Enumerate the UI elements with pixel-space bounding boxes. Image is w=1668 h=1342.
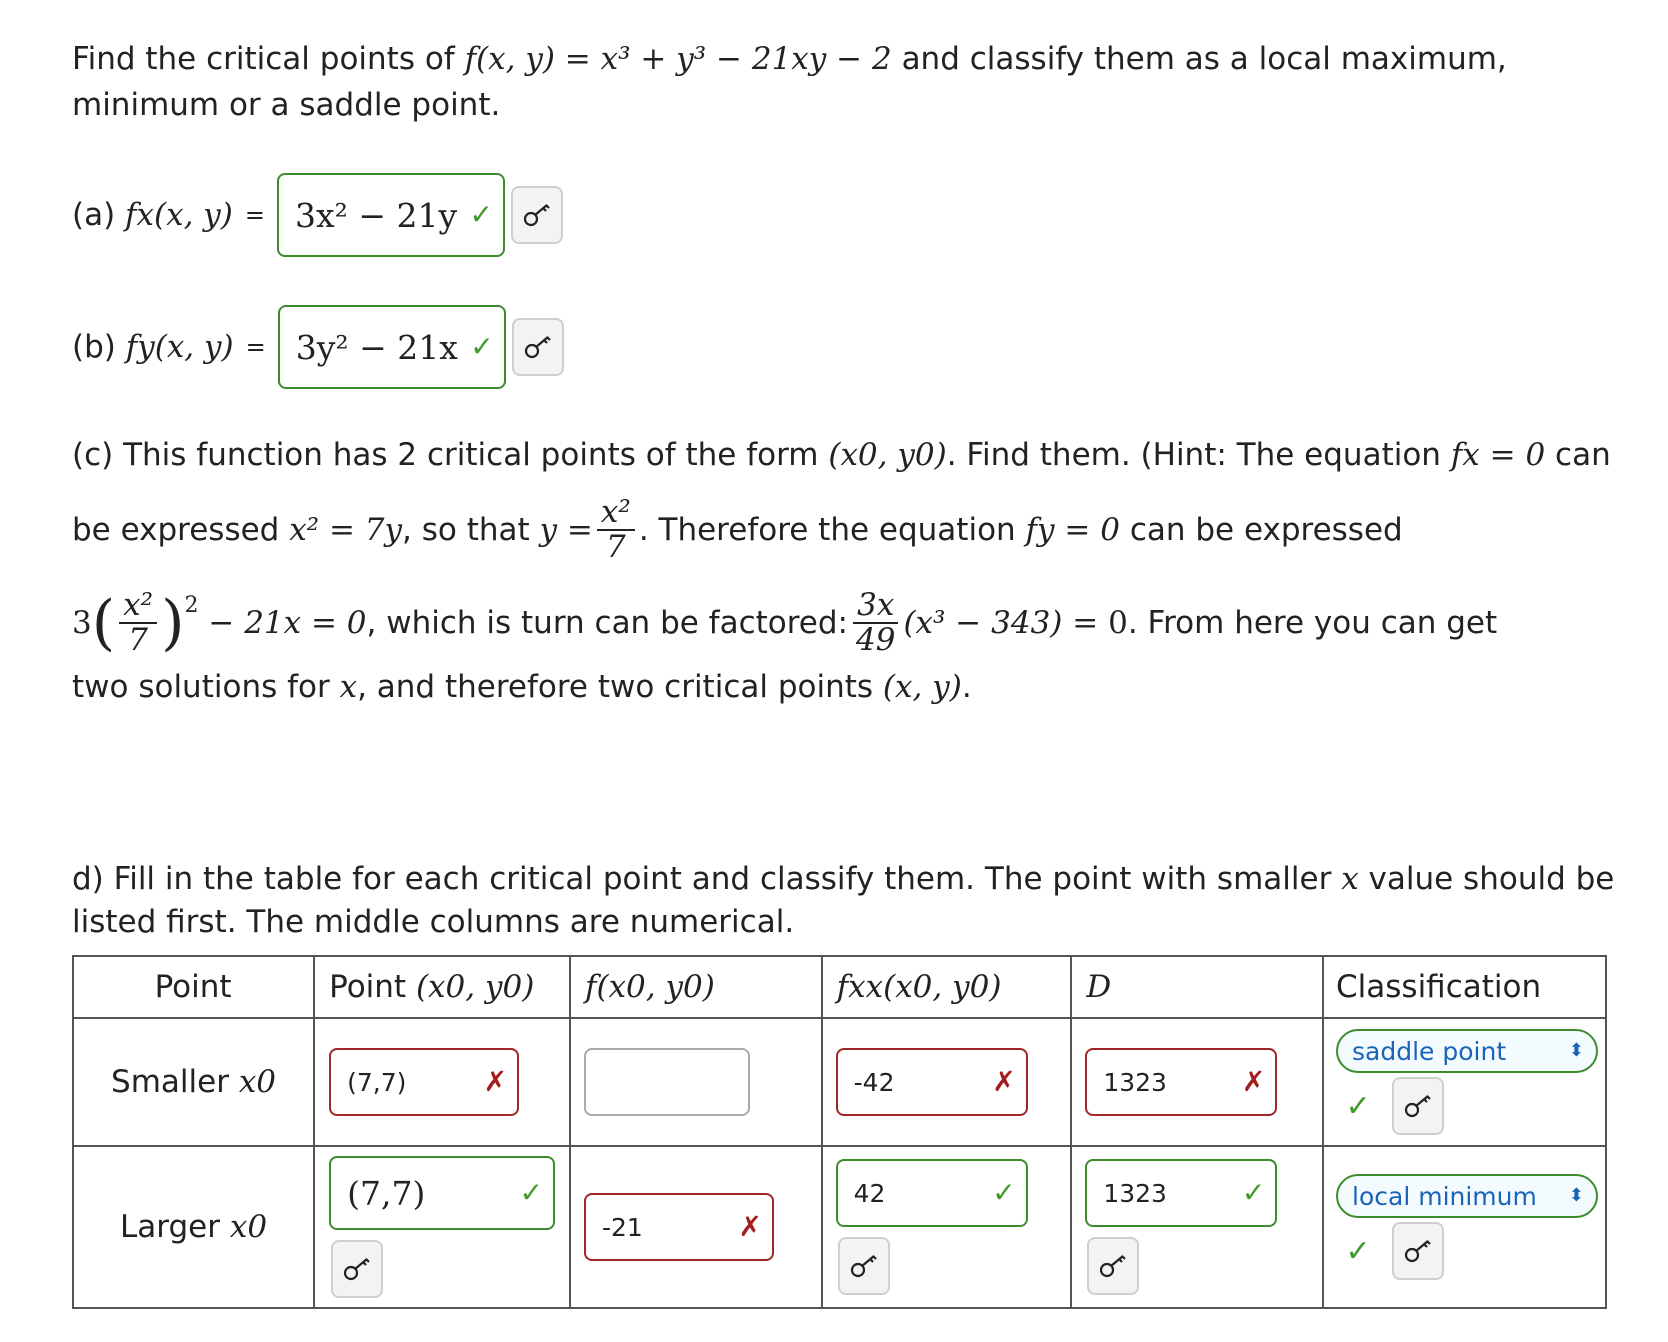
critical-points-table bbox=[72, 955, 1607, 1309]
part-d-intro bbox=[72, 858, 1614, 944]
part-c-text: , which is turn can be factored: bbox=[366, 604, 848, 641]
part-a-lhs: fx(x, y) bbox=[125, 197, 233, 233]
part-a-row bbox=[72, 173, 563, 257]
part-b-label: (b) bbox=[72, 329, 116, 365]
fxx-value: 42 bbox=[853, 1178, 886, 1208]
check-icon: ✓ bbox=[1345, 1233, 1371, 1269]
fraction-denominator: 7 bbox=[128, 621, 148, 658]
part-c-text: , so that bbox=[402, 511, 530, 548]
header-d: D bbox=[1071, 956, 1323, 1018]
key-icon[interactable] bbox=[511, 186, 563, 244]
key-icon[interactable] bbox=[1087, 1237, 1139, 1295]
equals-sign: = bbox=[244, 201, 266, 229]
part-c-math: y = bbox=[539, 511, 593, 548]
part-b-lhs: fy(x, y) bbox=[125, 329, 234, 365]
key-icon[interactable] bbox=[512, 318, 564, 376]
row-label-text: Larger bbox=[120, 1209, 220, 1245]
header-point-coords bbox=[314, 956, 570, 1018]
f-cell bbox=[570, 1146, 822, 1308]
classification-value: local minimum bbox=[1352, 1181, 1537, 1211]
point-input[interactable] bbox=[329, 1048, 519, 1116]
part-c-text: two solutions for bbox=[72, 669, 330, 706]
part-c-text: . bbox=[961, 669, 972, 706]
x-mark-icon: ✗ bbox=[483, 1065, 508, 1098]
part-c-math: 2 bbox=[184, 593, 199, 619]
part-d-text: d) Fill in the table for each critical point and classify them. The point with smaller bbox=[72, 861, 1332, 897]
table-row bbox=[73, 1146, 1606, 1308]
key-icon[interactable] bbox=[838, 1237, 890, 1295]
table-row bbox=[73, 1018, 1606, 1146]
header-point: Point bbox=[73, 956, 314, 1018]
part-c-math: x² = 7y bbox=[289, 511, 403, 548]
fraction-denominator: 49 bbox=[856, 621, 896, 658]
part-c-text: . Find them. (Hint: The equation bbox=[946, 437, 1441, 473]
row-label bbox=[73, 1146, 314, 1308]
d-input[interactable] bbox=[1085, 1159, 1277, 1227]
table-header-row bbox=[73, 956, 1606, 1018]
d-cell bbox=[1071, 1146, 1323, 1308]
fxx-cell bbox=[822, 1146, 1072, 1308]
classification-value: saddle point bbox=[1352, 1036, 1507, 1066]
f-cell bbox=[570, 1018, 822, 1146]
part-b-answer-box[interactable] bbox=[278, 305, 506, 389]
part-c-math: fy = 0 bbox=[1025, 511, 1120, 548]
fxx-input[interactable] bbox=[836, 1159, 1028, 1227]
point-value: (7,7) bbox=[347, 1067, 407, 1097]
part-c-math: = 0 bbox=[1072, 604, 1128, 641]
part-b-row bbox=[72, 305, 564, 389]
fxx-input[interactable] bbox=[836, 1048, 1028, 1116]
header-text: Point bbox=[329, 969, 407, 1005]
d-value: 1323 bbox=[1103, 1178, 1167, 1208]
f-input[interactable] bbox=[584, 1048, 750, 1116]
part-d-text: listed first. The middle columns are numerical. bbox=[72, 904, 795, 940]
key-icon[interactable] bbox=[331, 1240, 383, 1298]
fraction bbox=[119, 589, 157, 656]
key-icon[interactable] bbox=[1392, 1222, 1444, 1280]
intro-prefix: Find the critical points of bbox=[72, 41, 455, 77]
intro-function: f(x, y) = x³ + y³ − 21xy − 2 bbox=[464, 41, 892, 77]
part-c-text: . Therefore the equation bbox=[638, 511, 1016, 548]
x-mark-icon: ✗ bbox=[1241, 1065, 1266, 1098]
part-c-math: fx = 0 bbox=[1450, 437, 1546, 473]
f-value: -21 bbox=[602, 1212, 643, 1242]
d-input[interactable] bbox=[1085, 1048, 1277, 1116]
updown-arrows-icon: ⬍ bbox=[1568, 1185, 1585, 1206]
part-d-math: x bbox=[1341, 861, 1359, 897]
equals-sign: = bbox=[245, 333, 266, 361]
header-classification: Classification bbox=[1323, 956, 1606, 1018]
part-c: (c) This function has 2 critical points of the form (x0, y0). Find them. (Hint: The equation fx = 0 can be expressed x² = 7y , so that y = $\frac{\text{x²}}{7}$ . Therefore the equation fy = 0 can be expressed 3 ( $\frac{\text{x²}}{7}$ ) $^2$ − 21x = 0 , which is turn can be factored: $\frac{3x}{49}$ (x³ − 343) = 0 . From here you can get two solutions for x, and therefore two critical points (x, y). bbox=[72, 437, 1611, 706]
part-a-answer: 3x² − 21y bbox=[295, 195, 458, 235]
intro-line2: minimum or a saddle point. bbox=[72, 87, 501, 123]
f-input[interactable] bbox=[584, 1193, 774, 1261]
point-value: (7,7) bbox=[347, 1173, 426, 1213]
check-icon: ✓ bbox=[469, 198, 494, 231]
part-d-text: value should be bbox=[1368, 861, 1615, 897]
question-intro bbox=[72, 36, 1507, 128]
part-a-answer-box[interactable] bbox=[277, 173, 505, 257]
part-b-answer: 3y² − 21x bbox=[295, 327, 458, 367]
header-math: (x0, y0) bbox=[415, 969, 535, 1005]
point-cell bbox=[314, 1018, 570, 1146]
fraction-numerator: 3x bbox=[853, 589, 898, 624]
d-value: 1323 bbox=[1103, 1067, 1167, 1097]
part-c-text: (c) This function has 2 critical points of the form bbox=[72, 437, 819, 473]
check-icon: ✓ bbox=[470, 330, 494, 363]
check-icon: ✓ bbox=[1345, 1088, 1371, 1124]
row-label-text: Smaller bbox=[111, 1064, 229, 1100]
part-c-text: , and therefore two critical points bbox=[357, 669, 874, 706]
point-input[interactable] bbox=[329, 1156, 555, 1230]
row-label-math: x0 bbox=[229, 1209, 268, 1245]
x-mark-icon: ✗ bbox=[992, 1065, 1016, 1098]
row-label bbox=[73, 1018, 314, 1146]
classification-cell bbox=[1323, 1018, 1606, 1146]
row-label-math: x0 bbox=[238, 1064, 277, 1100]
header-fxx: fxx(x0, y0) bbox=[822, 956, 1072, 1018]
fraction-numerator: x² bbox=[119, 589, 157, 624]
classification-select[interactable] bbox=[1336, 1174, 1598, 1218]
fraction bbox=[852, 589, 899, 656]
check-icon: ✓ bbox=[992, 1176, 1016, 1209]
part-c-math: − 21x = 0 bbox=[208, 604, 367, 641]
fraction bbox=[597, 496, 635, 563]
check-icon: ✓ bbox=[519, 1176, 544, 1209]
key-icon[interactable] bbox=[1392, 1077, 1444, 1135]
fxx-value: -42 bbox=[853, 1067, 895, 1097]
d-cell bbox=[1071, 1018, 1323, 1146]
part-c-math: (x³ − 343) bbox=[903, 604, 1063, 641]
part-c-text: be expressed bbox=[72, 511, 280, 548]
part-c-text: . From here you can get bbox=[1127, 604, 1498, 641]
part-a-label: (a) bbox=[72, 197, 116, 233]
part-c-text: can be expressed bbox=[1129, 511, 1403, 548]
header-f: f(x0, y0) bbox=[570, 956, 822, 1018]
classification-select[interactable] bbox=[1336, 1029, 1598, 1073]
check-icon: ✓ bbox=[1241, 1176, 1266, 1209]
updown-arrows-icon: ⬍ bbox=[1568, 1040, 1585, 1061]
fraction-numerator: x² bbox=[597, 496, 635, 531]
part-c-math: (x0, y0) bbox=[828, 437, 947, 473]
fxx-cell bbox=[822, 1018, 1072, 1146]
part-c-text: can bbox=[1555, 437, 1611, 473]
classification-cell bbox=[1323, 1146, 1606, 1308]
point-cell bbox=[314, 1146, 570, 1308]
part-c-math: x bbox=[339, 669, 358, 706]
part-c-math: 3 bbox=[72, 604, 92, 641]
intro-suffix: and classify them as a local maximum, bbox=[901, 41, 1507, 77]
x-mark-icon: ✗ bbox=[738, 1210, 762, 1243]
fraction-denominator: 7 bbox=[605, 528, 626, 565]
part-c-math: (x, y) bbox=[882, 669, 962, 706]
